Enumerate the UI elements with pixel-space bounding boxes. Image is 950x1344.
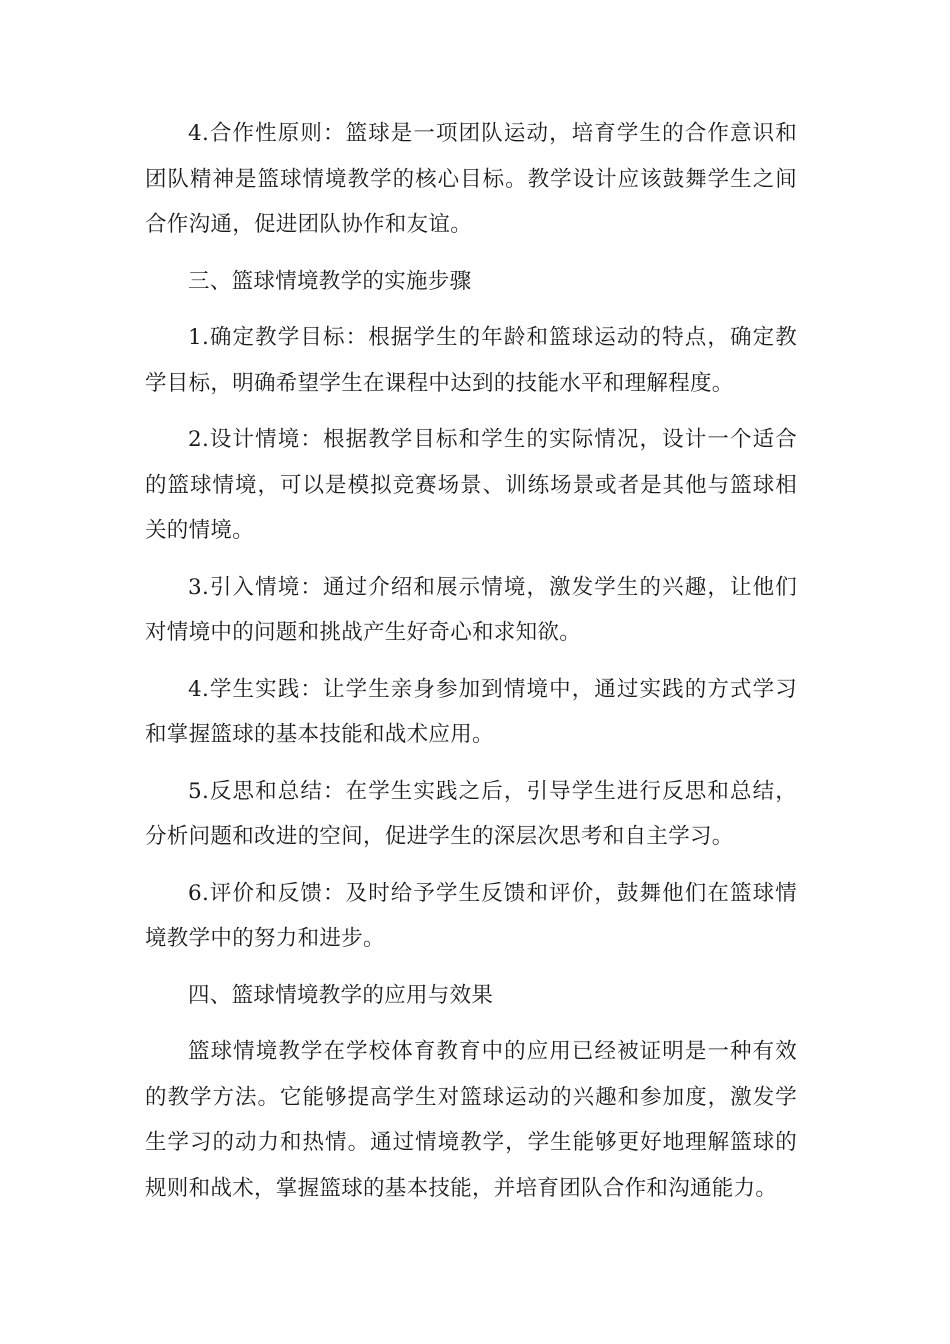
section-heading-3: 三、篮球情境教学的实施步骤 <box>188 268 472 294</box>
section-heading-4: 四、篮球情境教学的应用与效果 <box>188 982 494 1008</box>
paragraph-step-3: 3.引入情境：通过介绍和展示情境，激发学生的兴趣，让他们对情境中的问题和挑战产生好奇心和求知欲。 <box>145 574 797 645</box>
paragraph-step-4: 4.学生实践：让学生亲身参加到情境中，通过实践的方式学习和掌握篮球的基本技能和战术应用。 <box>145 676 797 747</box>
paragraph-step-2: 2.设计情境：根据教学目标和学生的实际情况，设计一个适合的篮球情境，可以是模拟竞赛场景、训练场景或者是其他与篮球相关的情境。 <box>145 427 797 543</box>
paragraph-step-1: 1.确定教学目标：根据学生的年龄和篮球运动的特点，确定教学目标，明确希望学生在课程中达到的技能水平和理解程度。 <box>145 325 797 396</box>
paragraph-step-5: 5.反思和总结：在学生实践之后，引导学生进行反思和总结，分析问题和改进的空间，促进学生的深层次思考和自主学习。 <box>145 778 797 849</box>
document-body <box>145 111 797 1222</box>
paragraph-principle-4: 4.合作性原则：篮球是一项团队运动，培育学生的合作意识和团队精神是篮球情境教学的核心目标。教学设计应该鼓舞学生之间合作沟通，促进团队协作和友谊。 <box>145 121 797 237</box>
paragraph-step-6: 6.评价和反馈：及时给予学生反馈和评价，鼓舞他们在篮球情境教学中的努力和进步。 <box>145 880 797 951</box>
paragraph-application-effect: 篮球情境教学在学校体育教育中的应用已经被证明是一种有效的教学方法。它能够提高学生对篮球运动的兴趣和参加度，激发学生学习的动力和热情。通过情境教学，学生能够更好地理解篮球的规则和战术，掌握篮球的基本技能，并培育团队合作和沟通能力。 <box>145 1039 797 1201</box>
